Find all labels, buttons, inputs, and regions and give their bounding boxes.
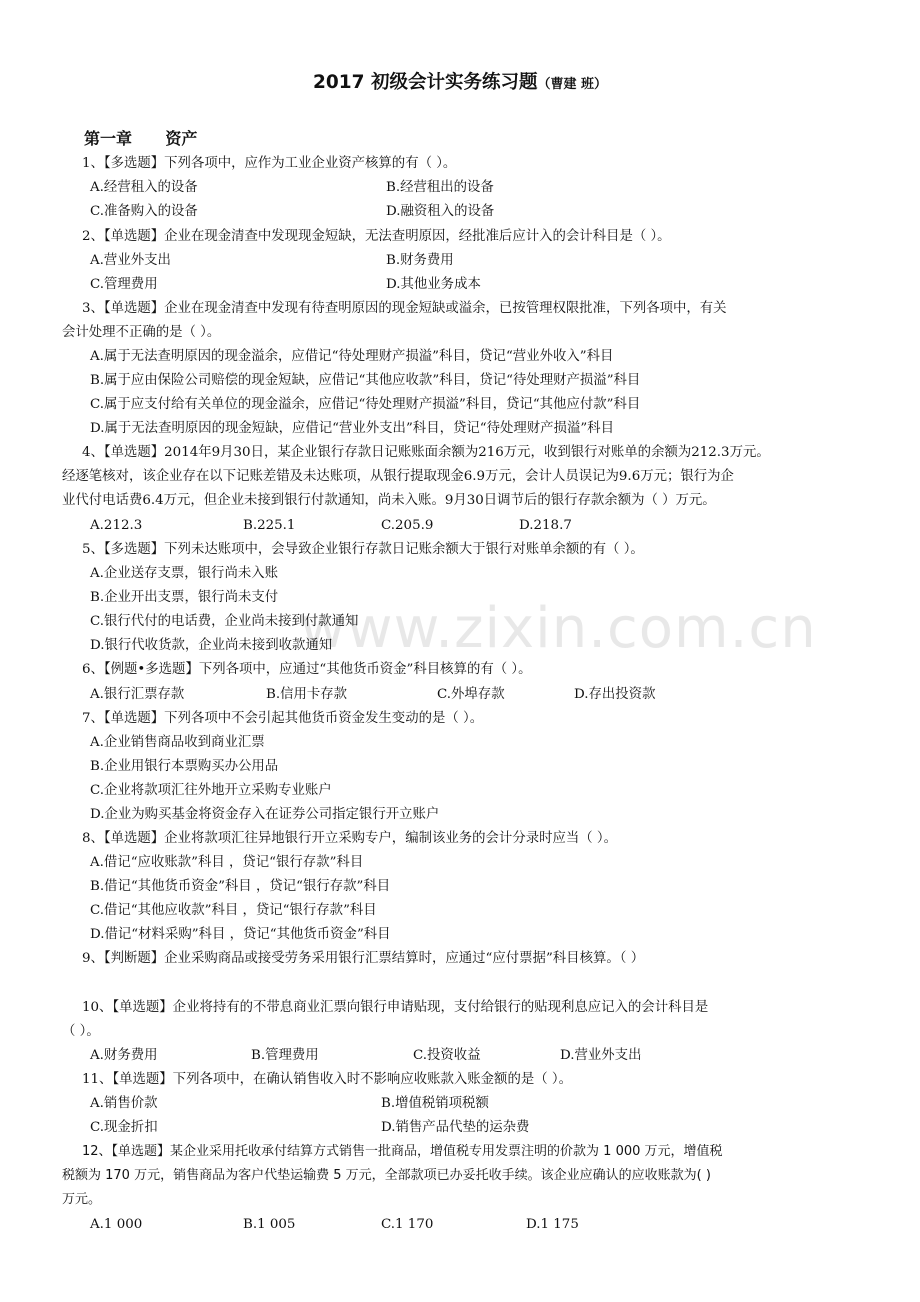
option: C.银行代付的电话费，企业尚未接到付款通知 xyxy=(90,614,359,629)
option: A.1 000 xyxy=(90,1217,143,1232)
option: C.现金折扣 xyxy=(90,1120,158,1135)
question-stem: 5、【多选题】下列未达账项中，会导致企业银行存款日记账余额大于银行对账单余额的有（ ）。 xyxy=(82,542,644,557)
option: A.银行汇票存款 xyxy=(90,687,185,702)
option: D.融资租入的设备 xyxy=(386,204,495,219)
option: C.属于应支付给有关单位的现金溢余，应借记“待处理财产损溢”科目，贷记“其他应付款”科目 xyxy=(90,397,641,412)
option: C.投资收益 xyxy=(413,1048,481,1063)
watermark: www.zixin.com.cn xyxy=(300,596,817,661)
option: C.205.9 xyxy=(381,518,434,533)
option: D.218.7 xyxy=(519,518,572,533)
option: B.经营租出的设备 xyxy=(386,180,494,195)
option: D.存出投资款 xyxy=(574,687,656,702)
option: C.借记“其他应收款”科目 ，贷记“银行存款”科目 xyxy=(90,903,377,918)
option: D.企业为购买基金将资金存入在证券公司指定银行开立账户 xyxy=(90,807,440,822)
option: B.225.1 xyxy=(243,518,296,533)
question-stem-cont: 税额为 170 万元，销售商品为客户代垫运输费 5 万元，全部款项已办妥托收手续。该企业应确认的应收账款为( ) xyxy=(62,1168,711,1183)
option: D.借记“材料采购”科目 ，贷记“其他货币资金”科目 xyxy=(90,927,391,942)
option: A.借记“应收账款”科目 ，贷记“银行存款”科目 xyxy=(90,855,364,870)
option: D.1 175 xyxy=(526,1217,579,1232)
option: C.1 170 xyxy=(381,1217,434,1232)
chapter-heading: 第一章 资产 xyxy=(84,129,198,148)
question-stem: 2、【单选题】企业在现金清查中发现现金短缺，无法查明原因，经批准后应计入的会计科目是（ ）。 xyxy=(82,229,671,244)
option: D.营业外支出 xyxy=(560,1048,642,1063)
option: A.经营租入的设备 xyxy=(90,180,198,195)
option: B.企业用银行本票购买办公用品 xyxy=(90,759,279,774)
option: C.管理费用 xyxy=(90,277,158,292)
option: A.企业销售商品收到商业汇票 xyxy=(90,735,265,750)
option: B.信用卡存款 xyxy=(266,687,348,702)
option: D.其他业务成本 xyxy=(386,277,481,292)
option: B.管理费用 xyxy=(251,1048,319,1063)
question-stem: 11、【单选题】下列各项中，在确认销售收入时不影响应收账款入账金额的是（ ）。 xyxy=(82,1072,572,1087)
option: A.营业外支出 xyxy=(90,253,171,268)
question-stem: 4、【单选题】2014年9月30日，某企业银行存款日记账账面余额为216万元，收到银行对账单的余额为212.3万元。 xyxy=(82,445,770,460)
question-stem: 10、【单选题】企业将持有的不带息商业汇票向银行申请贴现，支付给银行的贴现利息应记入的会计科目是 xyxy=(82,1000,709,1015)
option: C.外埠存款 xyxy=(437,687,505,702)
option: C.准备购入的设备 xyxy=(90,204,198,219)
option: B.1 005 xyxy=(243,1217,296,1232)
question-stem-cont: 会计处理不正确的是（ ）。 xyxy=(62,325,221,340)
option: D.销售产品代垫的运杂费 xyxy=(381,1120,530,1135)
option: B.企业开出支票，银行尚未支付 xyxy=(90,590,279,605)
question-stem: 9、【判断题】企业采购商品或接受劳务采用银行汇票结算时，应通过“应付票据”科目核算。（ ） xyxy=(82,951,645,966)
question-stem-cont: 业代付电话费6.4万元，但企业未接到银行付款通知，尚未入账。9月30日调节后的银行存款余额为（ ）万元。 xyxy=(62,493,716,508)
option: A.企业送存支票，银行尚未入账 xyxy=(90,566,279,581)
option: B.增值税销项税额 xyxy=(381,1096,489,1111)
title-main: 2017 初级会计实务练习题 xyxy=(313,72,538,93)
option: A.212.3 xyxy=(90,518,143,533)
question-stem: 12、【单选题】某企业采用托收承付结算方式销售一批商品，增值税专用发票注明的价款为 1 000 万元，增值税 xyxy=(82,1144,723,1159)
option: B.属于应由保险公司赔偿的现金短缺，应借记“其他应收款”科目，贷记“待处理财产损溢”科目 xyxy=(90,373,641,388)
option: B.借记“其他货币资金”科目 ，贷记“银行存款”科目 xyxy=(90,879,391,894)
option: C.企业将款项汇往外地开立采购专业账户 xyxy=(90,783,332,798)
title-sub: （曹建 班） xyxy=(537,77,607,92)
question-stem: 3、【单选题】企业在现金清查中发现有待查明原因的现金短缺或溢余，已按管理权限批准，下列各项中，有关 xyxy=(82,301,727,316)
question-stem-cont: 经逐笔核对，该企业存在以下记账差错及未达账项，从银行提取现金6.9万元，会计人员误记为9.6万元；银行为企 xyxy=(62,469,734,484)
option: A.财务费用 xyxy=(90,1048,158,1063)
question-stem: 8、【单选题】企业将款项汇往异地银行开立采购专户，编制该业务的会计分录时应当（ ）。 xyxy=(82,831,617,846)
option: A.销售价款 xyxy=(90,1096,158,1111)
document-title xyxy=(0,68,920,94)
question-stem-cont: （ ）。 xyxy=(62,1024,100,1039)
option: B.财务费用 xyxy=(386,253,454,268)
question-stem: 1、【多选题】下列各项中，应作为工业企业资产核算的有（ ）。 xyxy=(82,156,457,171)
option: D.属于无法查明原因的现金短缺，应借记“营业外支出”科目，贷记“待处理财产损溢”科目 xyxy=(90,421,614,436)
question-stem: 6、【例题•多选题】下列各项中，应通过“其他货币资金”科目核算的有（ ）。 xyxy=(82,662,532,677)
option: A.属于无法查明原因的现金溢余，应借记“待处理财产损溢”科目，贷记“营业外收入”科目 xyxy=(90,349,614,364)
question-stem-cont: 万元。 xyxy=(62,1192,102,1207)
option: D.银行代收货款，企业尚未接到收款通知 xyxy=(90,638,333,653)
question-stem: 7、【单选题】下列各项中不会引起其他货币资金发生变动的是（ ）。 xyxy=(82,711,484,726)
